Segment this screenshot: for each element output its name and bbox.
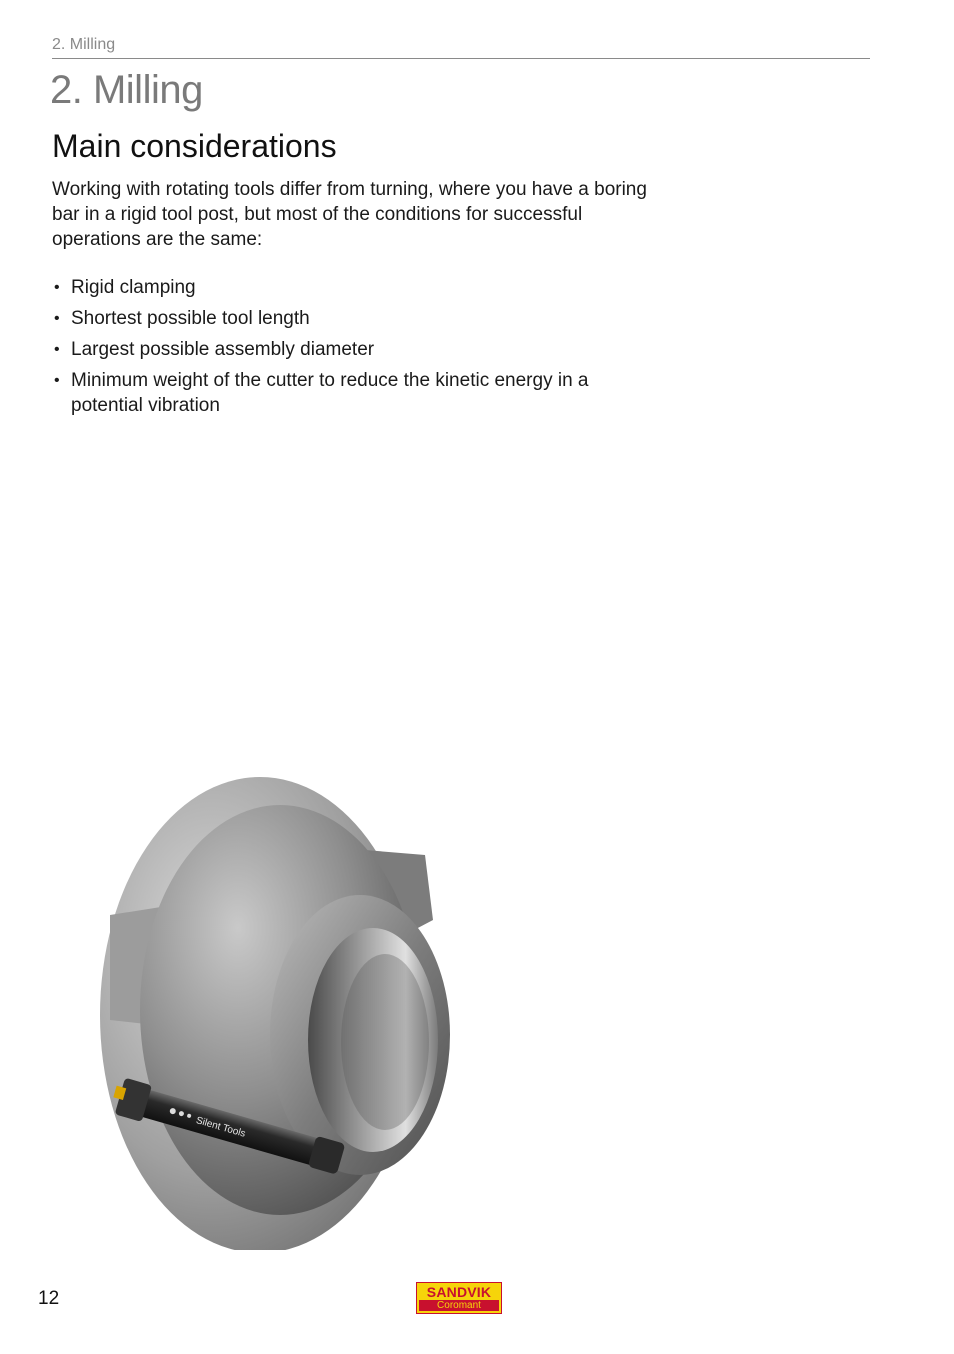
list-item bbox=[52, 337, 652, 362]
considerations-list bbox=[52, 275, 652, 424]
list-item bbox=[52, 368, 652, 418]
chapter-title: 2. Milling bbox=[50, 68, 203, 112]
list-item-text: Shortest possible tool length bbox=[71, 308, 310, 329]
running-header: 2. Milling bbox=[52, 36, 116, 53]
intro-paragraph: Working with rotating tools differ from turning, where you have a boring bar in a rigid tool post, but most of the conditions for successful operations are the same: bbox=[52, 179, 647, 250]
milling-spindle-illustration bbox=[95, 770, 465, 1250]
list-item-text: Rigid clamping bbox=[71, 277, 196, 298]
bullet-icon: • bbox=[54, 372, 60, 389]
logo-wordmark: SANDVIK bbox=[419, 1285, 499, 1300]
page-number: 12 bbox=[38, 1288, 60, 1309]
logo-subtitle: Coromant bbox=[419, 1300, 499, 1311]
list-item-text: Largest possible assembly diameter bbox=[71, 339, 375, 360]
bullet-icon: • bbox=[54, 310, 60, 327]
bullet-icon: • bbox=[54, 341, 60, 358]
list-item bbox=[52, 275, 652, 300]
silent-tools-label: Silent Tools bbox=[194, 1115, 247, 1140]
section-title: Main considerations bbox=[52, 128, 337, 164]
list-item bbox=[52, 306, 652, 331]
list-item-text: Minimum weight of the cutter to reduce the kinetic energy in a potential vibration bbox=[71, 370, 589, 416]
sandvik-coromant-logo bbox=[416, 1282, 502, 1314]
bullet-icon: • bbox=[54, 279, 60, 296]
header-rule bbox=[52, 58, 870, 59]
